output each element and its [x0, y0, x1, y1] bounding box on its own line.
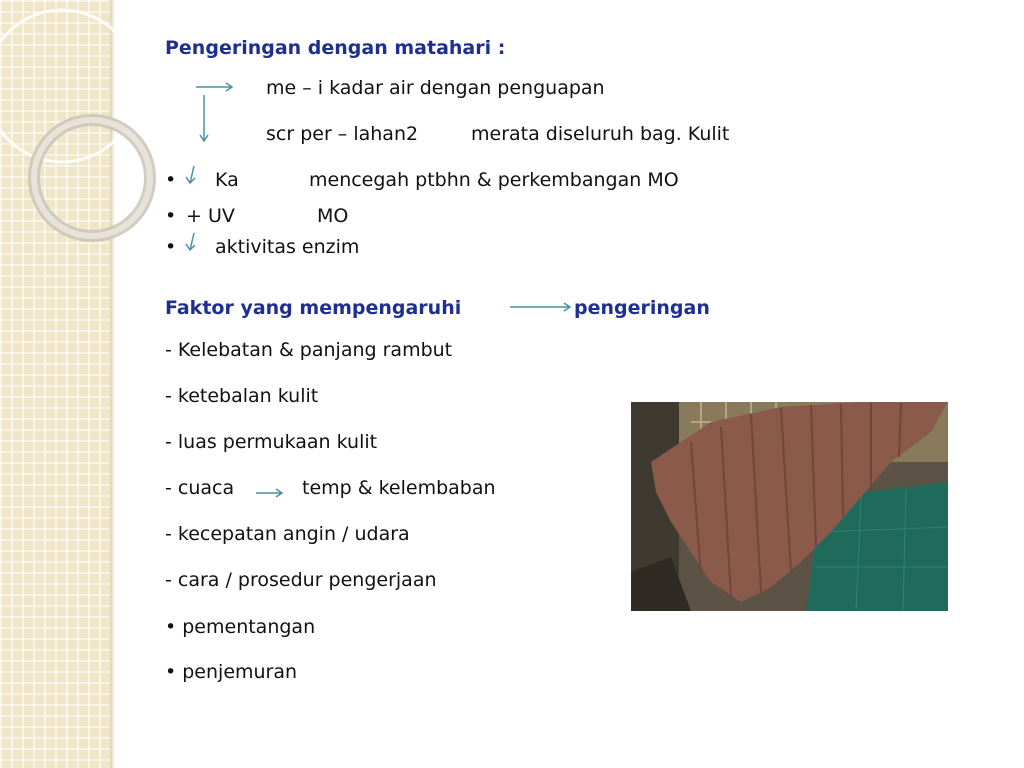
text-mo: MO	[317, 205, 349, 227]
down-check-arrow-icon	[184, 166, 200, 186]
decorative-rings	[0, 0, 160, 260]
heading-pengeringan-2: pengeringan	[574, 297, 710, 319]
list-item: - ketebalan kulit	[165, 385, 319, 407]
bullet-uv: •	[165, 205, 177, 227]
list-item: • pementangan	[165, 616, 316, 638]
right-arrow-icon	[510, 302, 574, 312]
list-item: - Kelebatan & panjang rambut	[165, 339, 453, 361]
text-aktivitas-enzim: aktivitas enzim	[215, 236, 360, 258]
down-check-arrow-icon	[184, 233, 200, 253]
line-merata: merata diseluruh bag. Kulit	[471, 123, 730, 145]
list-item: - cara / prosedur pengerjaan	[165, 569, 437, 591]
list-item: - kecepatan angin / udara	[165, 523, 410, 545]
down-arrow-icon	[198, 95, 210, 145]
line-perlahan: scr per – lahan2	[266, 123, 419, 145]
heading-pengeringan: Pengeringan dengan matahari :	[165, 37, 506, 59]
text-mencegah: mencegah ptbhn & perkembangan MO	[309, 169, 679, 191]
heading-faktor: Faktor yang mempengaruhi	[165, 297, 462, 319]
text-uv: + UV	[186, 205, 235, 227]
list-item: • penjemuran	[165, 661, 298, 683]
list-item-temp: temp & kelembaban	[302, 477, 496, 499]
list-item-cuaca: - cuaca	[165, 477, 235, 499]
right-arrow-icon	[196, 82, 236, 92]
line-kadar-air: me – i kadar air dengan penguapan	[266, 77, 605, 99]
bullet-ka: •	[165, 169, 177, 191]
text-ka: Ka	[215, 169, 239, 191]
right-arrow-icon	[256, 488, 286, 498]
tannery-photo	[631, 402, 948, 611]
bullet-enzim: •	[165, 236, 177, 258]
list-item: - luas permukaan kulit	[165, 431, 378, 453]
